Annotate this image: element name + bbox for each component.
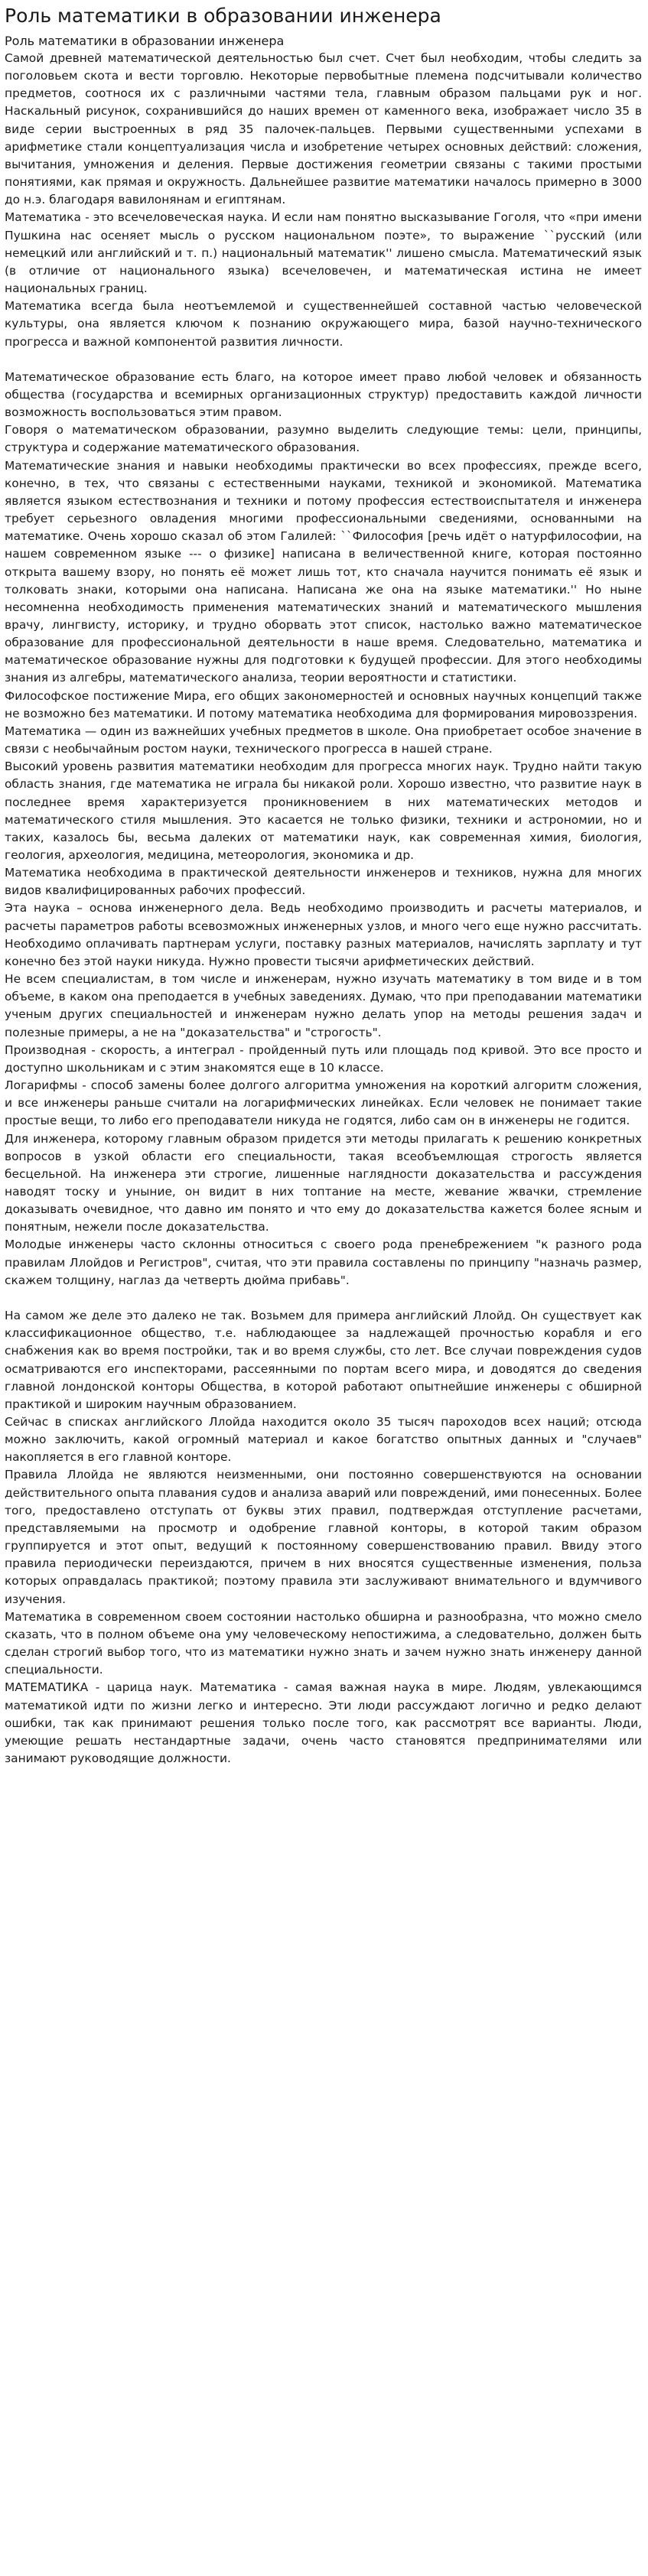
paragraph: Для инженера, которому главным образом придется эти методы прилагать к решению конкретных вопросов в узкой области его специальности, такая всеобъемлющая строгость является бесцельной. На инженера эти строгие, лишенные наглядности доказательства и рассуждения наводят тоску и уныние, он видит в них топтание на месте, жевание жвачки, стремление доказывать очевидное, что давно им понято и что ему до доказательства кажется более ясным и понятным, нежели после доказательства. bbox=[5, 1131, 642, 1234]
paragraph: Высокий уровень развития математики необходим для прогресса многих наук. Трудно найти такую область знания, где математика не играла бы никакой роли. Хорошо известно, что развитие наук в последнее время характеризуется проникновением в них математических методов и математического стиля мышления. Это касается не только физики, техники и астрономии, но и таких, казалось бы, весьма далеких от математики наук, как современная химия, биология, геология, археология, медицина, метеорология, экономика и др. bbox=[5, 759, 642, 863]
paragraph: МАТЕМАТИКА - царица наук. Математика - самая важная наука в мире. Людям, увлекающимся математикой идти по жизни легко и интересно. Эти люди рассуждают логично и редко делают ошибки, так как принимают решения только после того, как рассмотрят все варианты. Люди, умеющие решать нестандартные задачи, очень часто становятся предпринимателями или занимают руководящие должности. bbox=[5, 1680, 642, 1765]
paragraph: Молодые инженеры часто склонны относиться с своего рода пренебрежением "к разного рода правилам Ллойдов и Регистров", считая, что эти правила составлены по принципу "назначь размер, скажем толщину, наглаз да четверть дюйма прибавь". bbox=[5, 1238, 642, 1287]
paragraph: Математика всегда была неотъемлемой и существеннейшей составной частью человеческой культуры, она является ключом к познанию окружающего мира, базой научно-технического прогресса и важной компонентой развития личности. bbox=[5, 299, 642, 349]
paragraph: Говоря о математическом образовании, разумно выделить следующие темы: цели, принципы, структура и содержание математического образования. bbox=[5, 423, 642, 455]
article-body bbox=[5, 50, 642, 1768]
paragraph: Математика в современном своем состоянии настолько обширна и разнообразна, что можно смело сказать, что в полном объеме она уму человеческому непостижима, а следовательно, должен быть сделан строгий выбор того, что из математики нужно знать и зачем нужно знать инженеру данной специальности. bbox=[5, 1609, 642, 1677]
paragraph: Не всем специалистам, в том числе и инженерам, нужно изучать математику в том виде и в том объеме, в каком она преподается в учебных заведениях. Думаю, что при преподавании математики ученым других специальностей и инженерам нужно делать упор на методы решения задач и полезные примеры, а не на "доказательства" и "строгость". bbox=[5, 972, 642, 1039]
article bbox=[5, 3, 642, 1768]
paragraph: Математическое образование есть благо, на которое имеет право любой человек и обязанность общества (государства и всемирных организационных структур) предоставить каждой личности возможность воспользоваться этим правом. bbox=[5, 369, 642, 420]
paragraph: Самой древней математической деятельностью был счет. Счет был необходим, чтобы следить за поголовьем скота и вести торговлю. Некоторые первобытные племена подсчитывали количество предметов, соотнося их с различными частями тела, главным образом пальцами рук и ног. Наскальный рисунок, сохранившийся до наших времен от каменного века, изображает число 35 в виде серии выстроенных в ряд 35 палочек-пальцев. Первыми существенными успехами в арифметике стали концептуализация числа и изобретение четырех основных действий: сложения, вычитания, умножения и деления. Первые достижения геометрии связаны с такими простыми понятиями, как прямая и окружность. Дальнейшее развитие математики началось примерно в 3000 до н.э. благодаря вавилонянам и египтянам. bbox=[5, 51, 642, 207]
paragraph: Правила Ллойда не являются неизменными, они постоянно совершенствуются на основании действительного опыта плавания судов и анализа аварий или повреждений, ими понесенных. Более того, предоставлено отступать от буквы этих правил, подтверждая отступление расчетами, представляемыми на просмотр и одобрение главной конторы, в которой таким образом группируется и этот опыт, ведущий к постоянному совершенствованию правил. Ввиду этого правила периодически переиздаются, причем в них вносятся существенные изменения, польза которых оправдалась практикой; поэтому правила эти заслуживают внимательного и вдумчивого изучения. bbox=[5, 1468, 642, 1606]
paragraph: На самом же деле это далеко не так. Возьмем для примера английский Ллойд. Он существует как классификационное общество, т.е. наблюдающее за надлежащей прочностью корабля и его снабжения как во время постройки, так и во время службы, сто лет. Все случаи повреждения судов осматриваются его инспекторами, рассеянными по портам всего мира, и доводятся до сведения главной лондонской конторы Общества, в которой работают опытнейшие инженеры с обширной практикой и широким научным образованием. bbox=[5, 1309, 642, 1411]
paragraph: Эта наука – основа инженерного дела. Ведь необходимо производить и расчеты материалов, и расчеты параметров работы всевозможных инженерных узлов, и много чего еще нужно рассчитать. Необходимо оплачивать партнерам услуги, поставку разных материалов, начислять зарплату и тут конечно без этой науки никуда. Нужно провести тысячи арифметических действий. bbox=[5, 901, 642, 968]
paragraph: Логарифмы - способ замены более долгого алгоритма умножения на короткий алгоритм сложения, и все инженеры раньше считали на логарифмических линейках. Если человек не понимает такие простые вещи, то либо его преподаватели никуда не годятся, либо сам он в инженеры не годится. bbox=[5, 1078, 642, 1128]
paragraph: Сейчас в списках английского Ллойда находится около 35 тысяч пароходов всех наций; отсюда можно заключить, какой огромный материал и какое богатство опытных данных и "случаев" накопляется в его главной конторе. bbox=[5, 1415, 642, 1465]
page-title: Роль математики в образовании инженера bbox=[5, 5, 441, 27]
article-subtitle: Роль математики в образовании инженера bbox=[5, 34, 285, 48]
paragraph: Философское постижение Мира, его общих закономерностей и основных научных концепций также не возможно без математики. И потому математика необходима для формирования мировоззрения. bbox=[5, 688, 642, 720]
paragraph-gap bbox=[5, 1290, 642, 1307]
paragraph: Производная - скорость, а интеграл - пройденный путь или площадь под кривой. Это все просто и доступно школьникам и с этим знакомятся еще в 10 классе. bbox=[5, 1042, 642, 1075]
paragraph: Математика необходима в практической деятельности инженеров и техников, нужна для многих видов квалифицированных рабочих профессий. bbox=[5, 866, 642, 898]
paragraph: Математика - это всечеловеческая наука. И если нам понятно высказывание Гоголя, что «при имени Пушкина нас осеняет мысль о русском национальном поэте», то выражение ``русский (или немецкий или английский и т. п.) национальный математик'' лишено смысла. Математический язык (в отличие от национального языка) всечеловечен, и математическая истина не имеет национальных границ. bbox=[5, 210, 642, 296]
paragraph: Математика — один из важнейших учебных предметов в школе. Она приобретает особое значение в связи с необычайным ростом науки, технического прогресса в нашей стране. bbox=[5, 724, 642, 756]
paragraph-gap bbox=[5, 351, 642, 369]
paragraph: Математические знания и навыки необходимы практически во всех профессиях, прежде всего, конечно, в тех, что связаны с естественными науками, техникой и экономикой. Математика является языком естествознания и техники и потому профессия естествоиспытателя и инженера требует серьезного овладения многими профессиональными сведениями, основанными на математике. Очень хорошо сказал об этом Галилей: ``Философия [речь идёт о натурфилософии, на нашем современном языке --- о физике] написана в величественной книге, которая постоянно открыта вашему взору, но понять её может лишь тот, кто сначала научится понимать её язык и толковать знаки, которыми она написана. Написана же она на языке математики.'' Но ныне несомненна необходимость применения математических знаний и математического мышления врачу, лингвисту, историку, и трудно оборвать этот список, настолько важно математическое образование для профессиональной деятельности в наше время. Следовательно, математика и математическое образование нужны для подготовки к будущей профессии. Для этого необходимы знания из алгебры, математического анализа, теории вероятности и статистики. bbox=[5, 458, 642, 685]
